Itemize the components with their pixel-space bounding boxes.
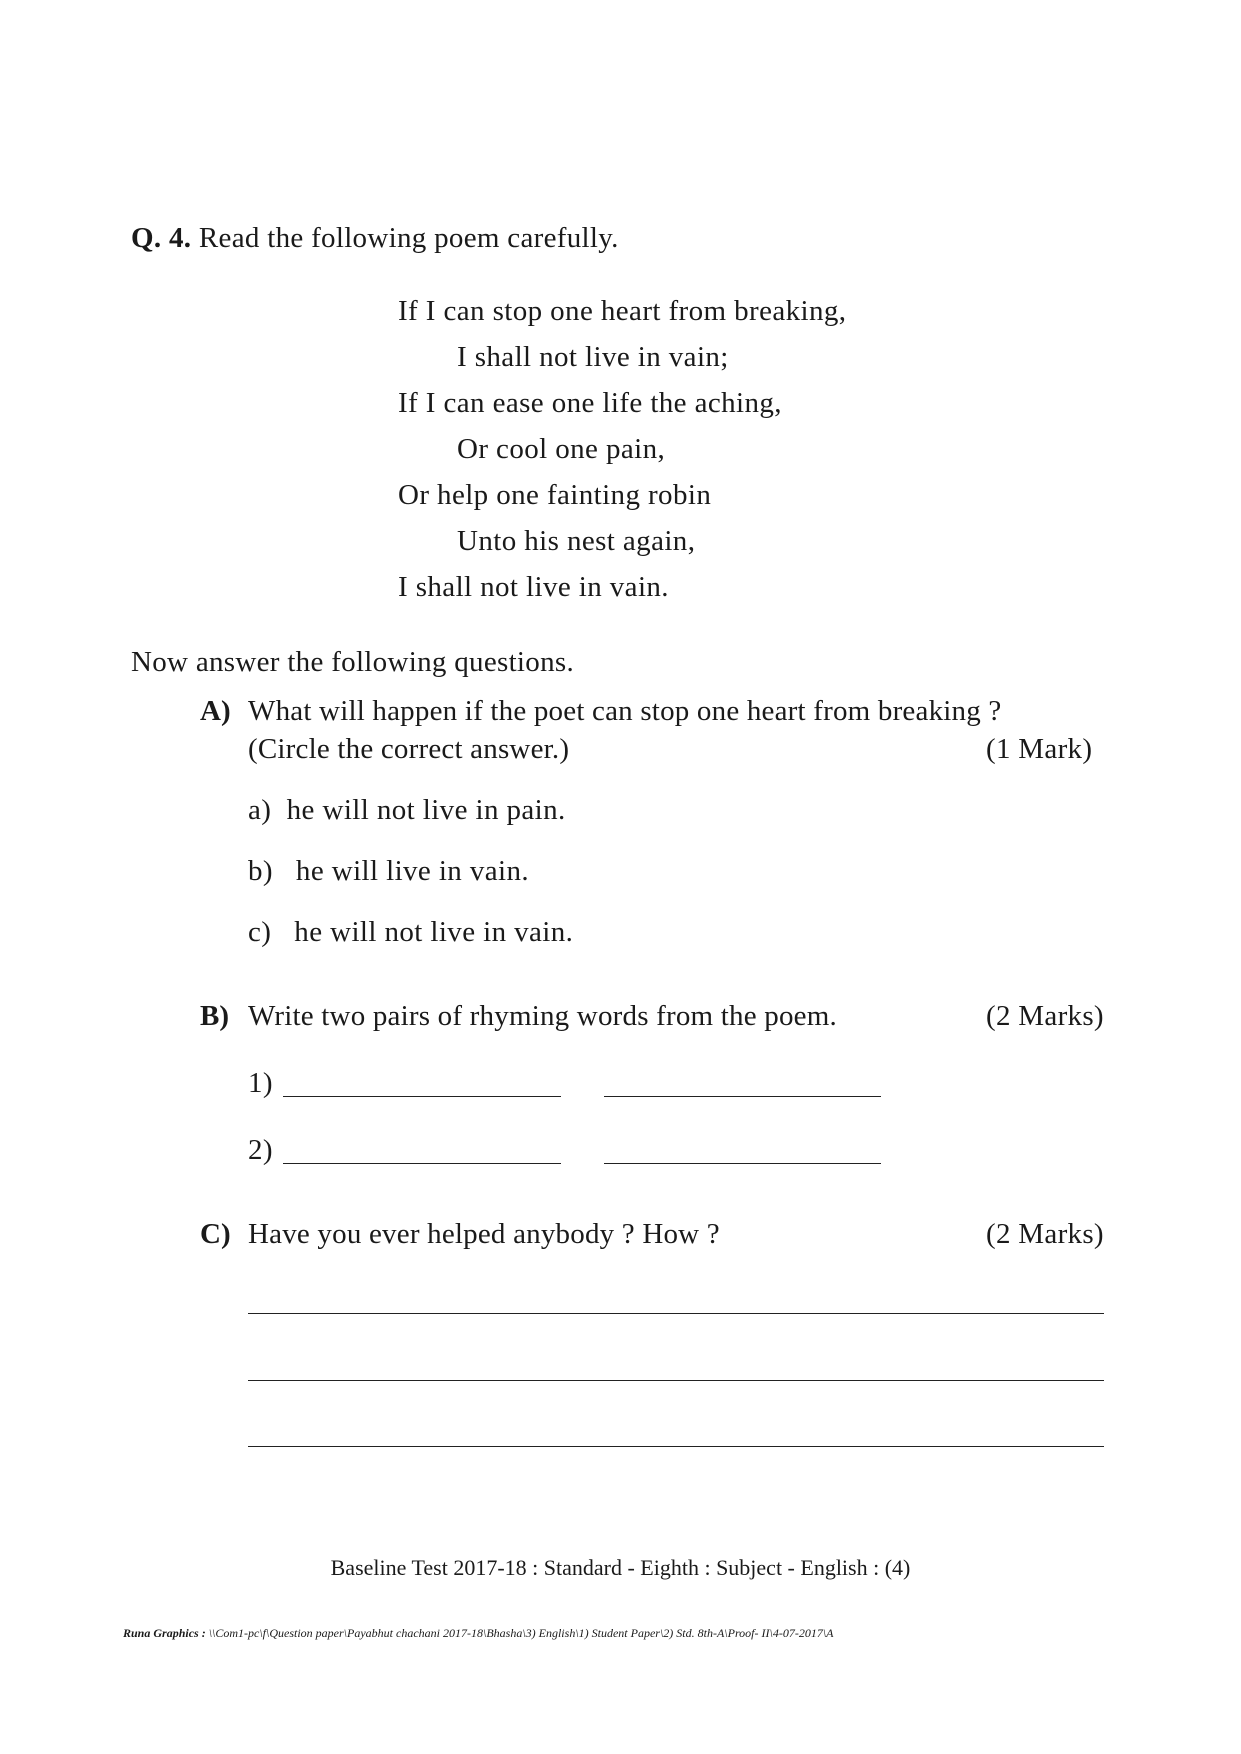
option-b[interactable] [248,855,529,888]
option-label: a) [248,794,272,826]
credit-company: Runa Graphics : [123,1626,206,1640]
rhyme-row-label: 1) [248,1067,273,1099]
option-text: he will live in vain. [295,855,530,887]
print-credit [123,1626,834,1641]
rhyme-blank[interactable] [604,1163,881,1164]
part-a-question: What will happen if the poet can stop one heart from breaking ? [248,695,1002,727]
part-b-question: Write two pairs of rhyming words from the poem. [248,1000,837,1032]
poem-line: Or cool one pain, [457,433,666,465]
credit-path: \\Com1-pc\f\Question paper\Payabhut chachani 2017-18\Bhasha\3) English\1) Student Paper\2) Std. 8th-A\Proof- II\4-07-2017\A [208,1626,834,1640]
part-c-letter: C) [200,1218,231,1250]
part-a-note: (Circle the correct answer.) [248,733,570,765]
answer-instruction: Now answer the following questions. [131,646,575,678]
answer-line[interactable] [248,1446,1104,1447]
poem-line: I shall not live in vain. [398,571,669,603]
page-footer: Baseline Test 2017-18 : Standard - Eighth : Subject - English : (4) [330,1555,911,1580]
option-label: c) [248,916,272,948]
option-a[interactable] [248,794,566,827]
part-c-question: Have you ever helped anybody ? How ? [248,1218,720,1250]
part-a-letter: A) [200,695,231,727]
question-heading [131,222,619,255]
part-a-marks: (1 Mark) [986,733,1093,765]
poem-line: Or help one fainting robin [398,479,712,511]
answer-line[interactable] [248,1313,1104,1314]
poem-line: Unto his nest again, [457,525,696,557]
poem-line: If I can stop one heart from breaking, [398,295,847,327]
part-b-marks: (2 Marks) [986,1000,1104,1032]
poem-line: I shall not live in vain; [457,341,729,373]
part-b-letter: B) [200,1000,229,1032]
option-c[interactable] [248,916,573,949]
question-instruction: Read the following poem carefully. [198,222,619,254]
answer-line[interactable] [248,1380,1104,1381]
question-number: Q. 4. [131,222,192,254]
option-text: he will not live in vain. [294,916,574,948]
poem-line: If I can ease one life the aching, [398,387,782,419]
rhyme-blank[interactable] [604,1096,881,1097]
poem [398,288,846,610]
rhyme-row-label: 2) [248,1134,273,1166]
option-label: b) [248,855,273,887]
rhyme-blank[interactable] [283,1096,561,1097]
option-text: he will not live in pain. [286,794,566,826]
part-c-marks: (2 Marks) [986,1218,1104,1250]
rhyme-blank[interactable] [283,1163,561,1164]
